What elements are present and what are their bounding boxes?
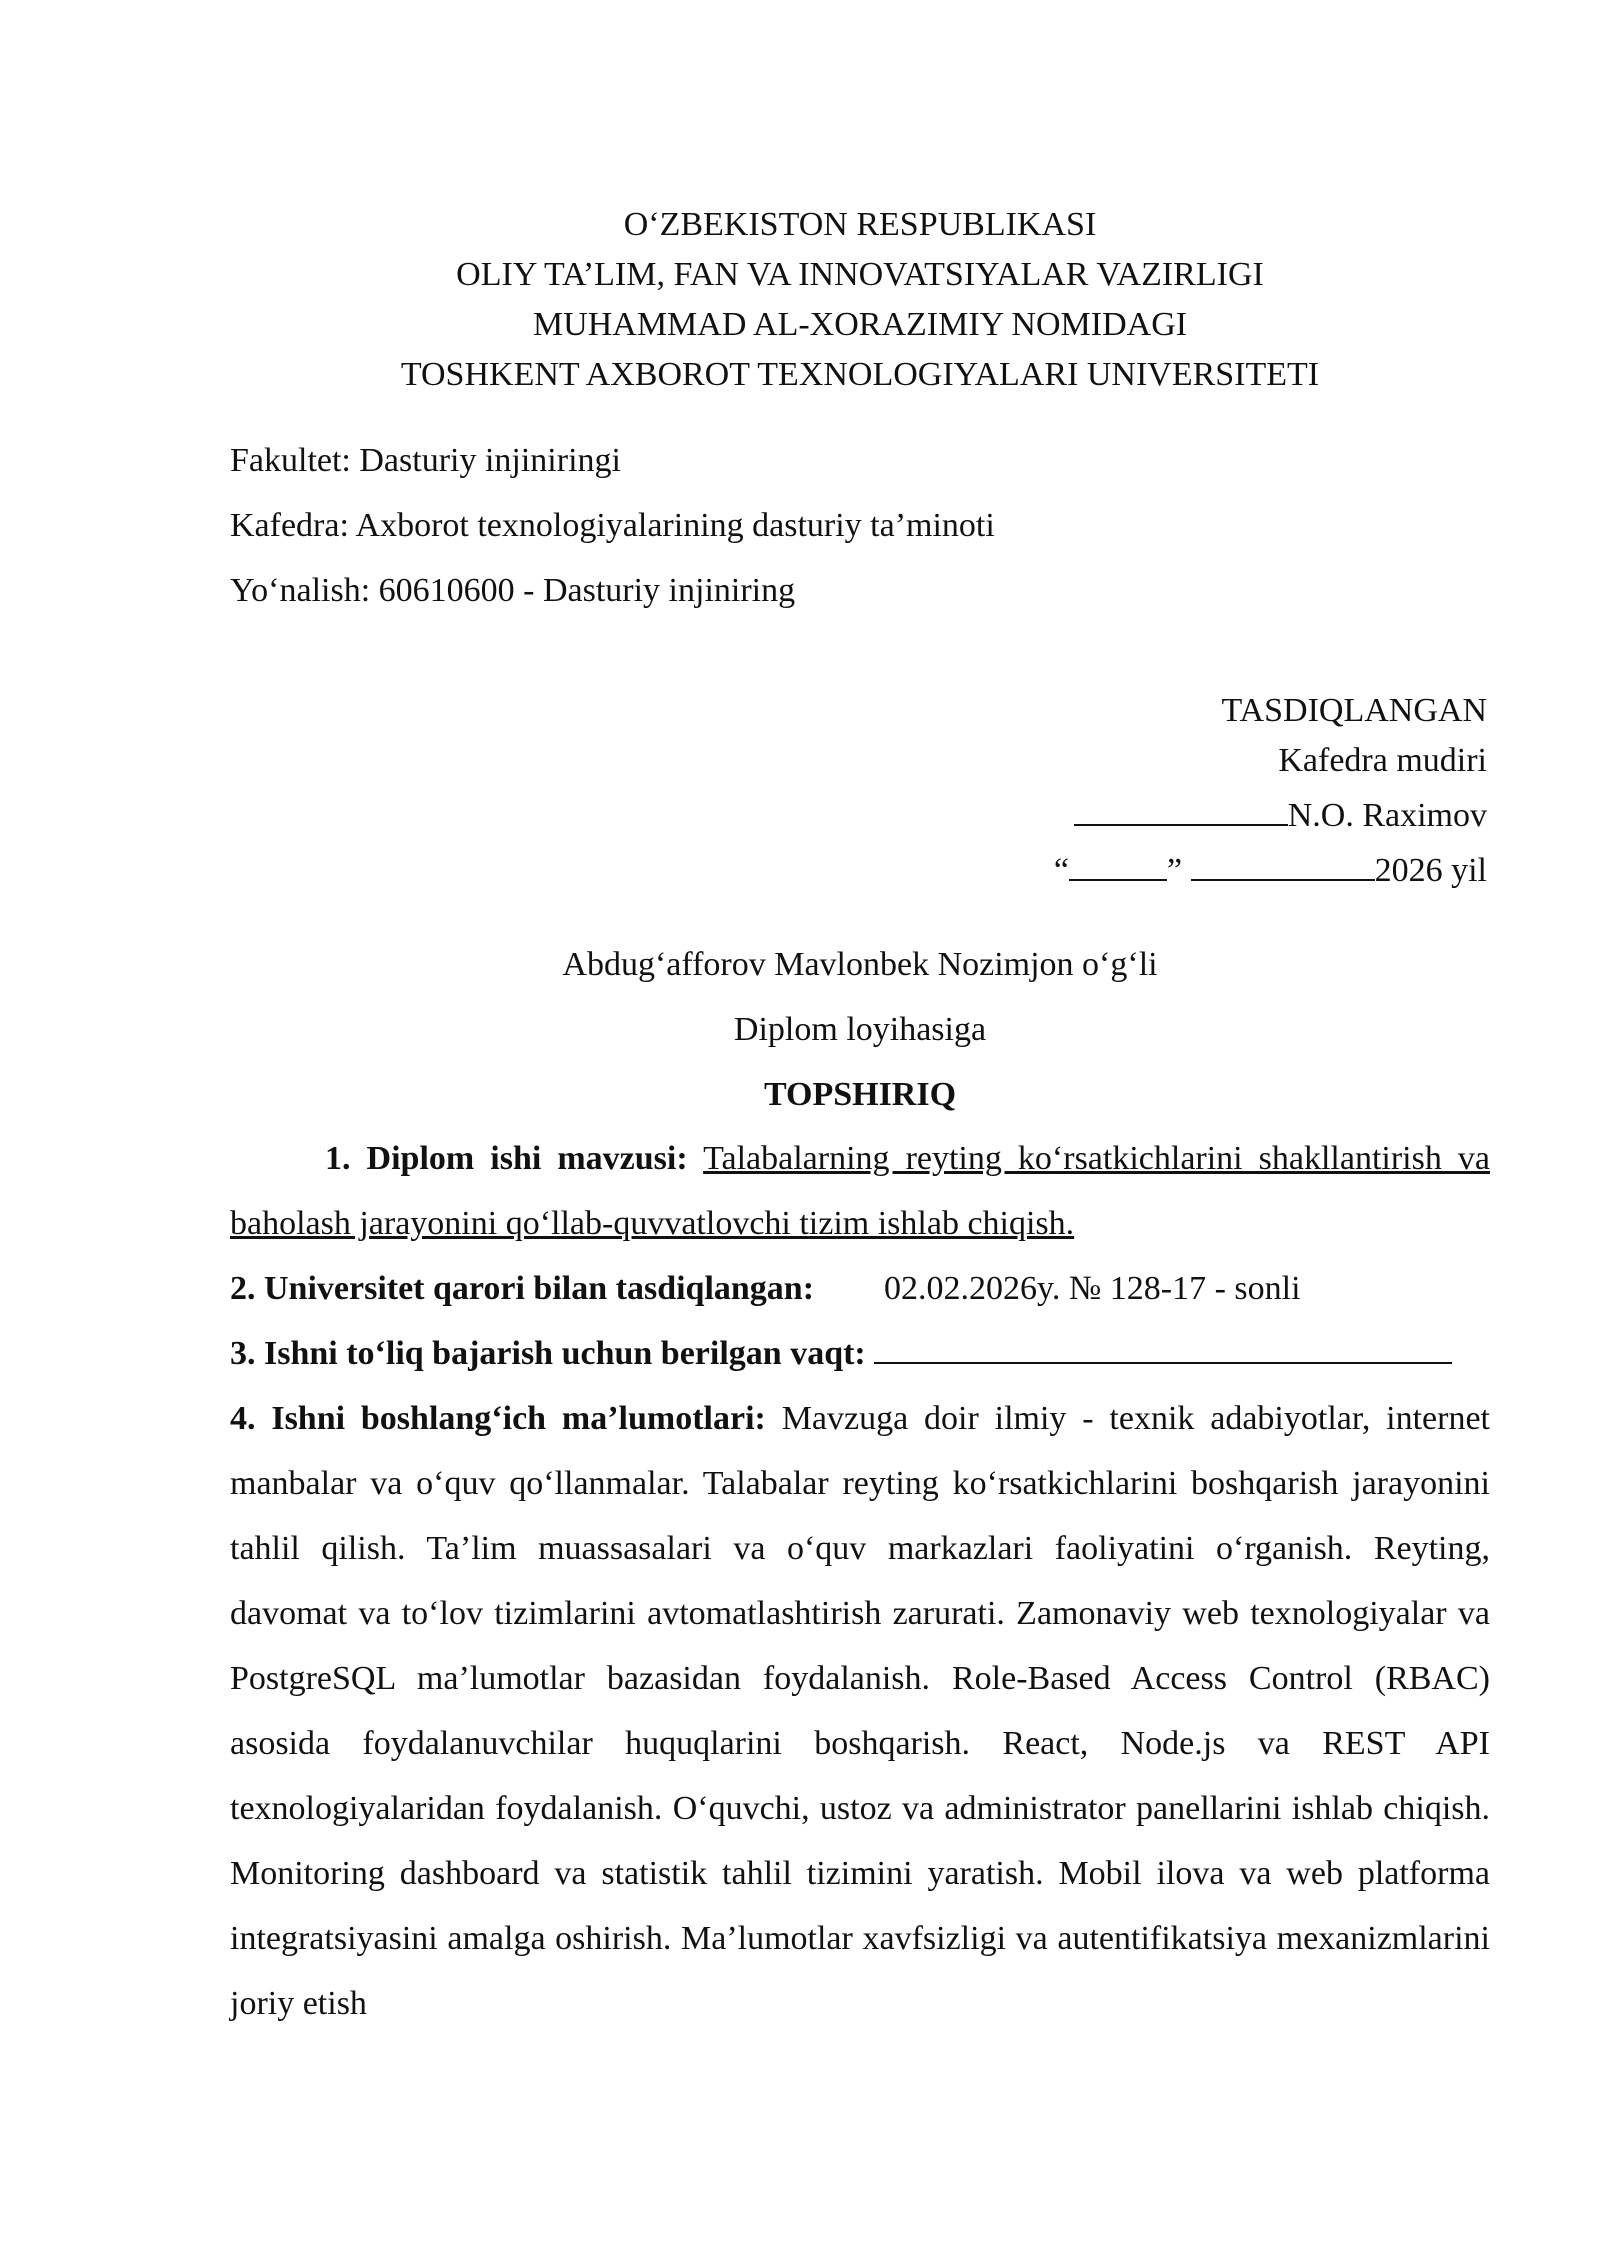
direction-line: Yo‘nalish: 60610600 - Dasturiy injiniring bbox=[230, 572, 796, 609]
approval-block bbox=[1054, 686, 1487, 896]
item-1-topic: Talabalarning reyting ko‘rsatkichlarini shakllantirish va baholash jarayonini qo‘llab-quvvatlovchi tizim ishlab chiqish. bbox=[230, 1140, 1490, 1242]
header-country: O‘ZBEKISTON RESPUBLIKASI bbox=[623, 206, 1097, 243]
assignment-heading: TOPSHIRIQ bbox=[763, 1076, 957, 1113]
approval-role: Kafedra mudiri bbox=[1278, 742, 1487, 779]
item-1-label: 1. Diplom ishi mavzusi: bbox=[325, 1140, 688, 1177]
approval-year: 2026 yil bbox=[1374, 852, 1487, 889]
department-line: Kafedra: Axborot texnologiyalarining dasturiy ta’minoti bbox=[230, 507, 995, 544]
header-ministry: OLIY TA’LIM, FAN VA INNOVATSIYALAR VAZIRLIGI bbox=[456, 256, 1264, 293]
item-1 bbox=[230, 1126, 1490, 1256]
assignment-body bbox=[230, 1126, 1490, 2036]
signature-blank bbox=[1074, 786, 1288, 826]
close-quote: ” bbox=[1167, 852, 1183, 889]
open-quote: “ bbox=[1053, 852, 1069, 889]
month-blank bbox=[1191, 841, 1375, 881]
item-4-label: 4. Ishni boshlang‘ich ma’lumotlari: bbox=[230, 1400, 766, 1437]
project-type: Diplom loyihasiga bbox=[733, 1011, 987, 1048]
student-name: Abdug‘afforov Mavlonbek Nozimjon o‘g‘li bbox=[562, 946, 1158, 983]
item-3 bbox=[230, 1321, 1490, 1386]
deadline-blank bbox=[874, 1324, 1452, 1364]
item-2-label: 2. Universitet qarori bilan tasdiqlangan: bbox=[230, 1270, 815, 1307]
faculty-line: Fakultet: Dasturiy injiniringi bbox=[230, 442, 621, 479]
approval-title: TASDIQLANGAN bbox=[1221, 692, 1487, 729]
assignment-title-block bbox=[230, 932, 1490, 1127]
header-university: TOSHKENT AXBOROT TEXNOLOGIYALARI UNIVERSITETI bbox=[400, 356, 1320, 393]
item-4-text: Mavzuga doir ilmiy - texnik adabiyotlar, internet manbalar va o‘quv qo‘llanmalar. Talabalar reyting ko‘rsatkichlarini boshqarish jarayonini tahlil qilish. Ta’lim muassasalari va o‘quv markazlari faoliyatini o‘rganish. Reyting, davomat va to‘lov tizimlarini avtomatlashtirish zarurati. Zamonaviy web texnologiyalar va PostgreSQL ma’lumotlar bazasidan foydalanish. Role-Based Access Control (RBAC) asosida foydalanuvchilar huquqlarini boshqarish. React, Node.js va REST API texnologiyalaridan foydalanish. O‘quvchi, ustoz va administrator panellarini ishlab chiqish. Monitoring dashboard va statistik tahlil tizimini yaratish. Mobil ilova va web platforma integratsiyasini amalga oshirish. Ma’lumotlar xavfsizligi va autentifikatsiya mexanizmlarini joriy etish bbox=[230, 1400, 1490, 2022]
approval-date-line bbox=[1054, 841, 1487, 896]
item-2 bbox=[230, 1256, 1490, 1321]
approval-name: N.O. Raximov bbox=[1287, 797, 1487, 834]
item-3-label: 3. Ishni to‘liq bajarish uchun berilgan vaqt: bbox=[230, 1335, 866, 1372]
approval-signature-line bbox=[1054, 786, 1487, 841]
document-header bbox=[230, 200, 1490, 400]
faculty-info bbox=[230, 428, 1490, 623]
item-4 bbox=[230, 1386, 1490, 2036]
header-named-after: MUHAMMAD AL-XORAZIMIY NOMIDAGI bbox=[532, 306, 1188, 343]
day-blank bbox=[1069, 841, 1167, 881]
item-2-decree: 02.02.2026y. № 128-17 - sonli bbox=[884, 1270, 1301, 1307]
